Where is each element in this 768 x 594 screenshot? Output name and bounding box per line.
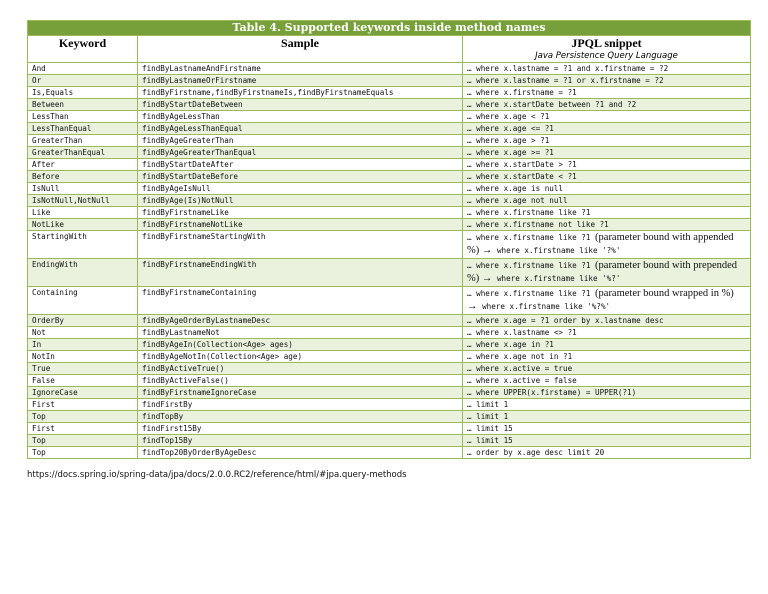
table-row bbox=[28, 387, 751, 399]
jpql-cell bbox=[463, 231, 751, 259]
header-jpql-title: JPQL snippet bbox=[571, 36, 642, 50]
keyword-cell: True bbox=[28, 363, 138, 375]
jpql-snippet: … where x.firstname like ?1 bbox=[467, 261, 591, 270]
jpql-cell bbox=[463, 435, 751, 447]
jpql-cell bbox=[463, 195, 751, 207]
table-row bbox=[28, 75, 751, 87]
jpql-cell bbox=[463, 219, 751, 231]
sample-cell: findByAgeIsNull bbox=[138, 183, 463, 195]
jpql-cell bbox=[463, 399, 751, 411]
sample-cell: findByAgeLessThanEqual bbox=[138, 123, 463, 135]
jpql-snippet: … where x.firstname like ?1 bbox=[467, 289, 591, 298]
sample-cell: findByAgeGreaterThan bbox=[138, 135, 463, 147]
keyword-cell: GreaterThanEqual bbox=[28, 147, 138, 159]
sample-cell: findByStartDateAfter bbox=[138, 159, 463, 171]
keyword-cell: After bbox=[28, 159, 138, 171]
jpql-snippet: … where x.startDate > ?1 bbox=[467, 160, 577, 169]
jpql-snippet: … where x.firstname like ?1 bbox=[467, 233, 591, 242]
jpql-snippet: … where x.age not in ?1 bbox=[467, 352, 573, 361]
sample-cell: findByStartDateBetween bbox=[138, 99, 463, 111]
jpql-binding-note: (parameter bound wrapped in %) → bbox=[467, 288, 734, 312]
table-row bbox=[28, 363, 751, 375]
jpql-snippet-expanded: where x.firstname like '%?%' bbox=[482, 302, 611, 311]
jpql-snippet: … where x.lastname = ?1 or x.firstname = ?2 bbox=[467, 76, 664, 85]
keyword-cell: NotIn bbox=[28, 351, 138, 363]
keyword-cell: EndingWith bbox=[28, 259, 138, 287]
sample-cell: findByActiveFalse() bbox=[138, 375, 463, 387]
jpql-snippet: … limit 15 bbox=[467, 436, 513, 445]
jpql-snippet: … where x.active = true bbox=[467, 364, 573, 373]
keyword-cell: StartingWith bbox=[28, 231, 138, 259]
jpql-snippet: … where x.age = ?1 order by x.lastname desc bbox=[467, 316, 664, 325]
jpql-cell bbox=[463, 147, 751, 159]
keyword-cell: NotLike bbox=[28, 219, 138, 231]
table-row bbox=[28, 159, 751, 171]
jpql-cell bbox=[463, 63, 751, 75]
sample-cell: findByFirstnameStartingWith bbox=[138, 231, 463, 259]
supported-keywords-table bbox=[27, 20, 751, 459]
jpql-cell bbox=[463, 207, 751, 219]
table-row bbox=[28, 435, 751, 447]
jpql-snippet: … where x.firstname = ?1 bbox=[467, 88, 577, 97]
sample-cell: findTop20ByOrderByAgeDesc bbox=[138, 447, 463, 459]
table-row bbox=[28, 147, 751, 159]
keywords-table-container bbox=[27, 20, 750, 459]
jpql-snippet: … where x.startDate < ?1 bbox=[467, 172, 577, 181]
keyword-cell: Or bbox=[28, 75, 138, 87]
jpql-snippet-expanded: where x.firstname like '?%' bbox=[496, 246, 621, 255]
table-row bbox=[28, 219, 751, 231]
jpql-snippet: … where x.firstname not like ?1 bbox=[467, 220, 609, 229]
keyword-cell: Containing bbox=[28, 287, 138, 315]
sample-cell: findByAgeNotIn(Collection<Age> age) bbox=[138, 351, 463, 363]
table-row bbox=[28, 339, 751, 351]
jpql-snippet: … where x.lastname = ?1 and x.firstname = ?2 bbox=[467, 64, 669, 73]
sample-cell: findByAgeGreaterThanEqual bbox=[138, 147, 463, 159]
jpql-snippet: … order by x.age desc limit 20 bbox=[467, 448, 605, 457]
jpql-snippet: … where x.startDate between ?1 and ?2 bbox=[467, 100, 637, 109]
jpql-cell bbox=[463, 99, 751, 111]
keyword-cell: GreaterThan bbox=[28, 135, 138, 147]
jpql-cell bbox=[463, 171, 751, 183]
jpql-cell bbox=[463, 363, 751, 375]
sample-cell: findByFirstnameContaining bbox=[138, 287, 463, 315]
header-jpql-subtitle: Java Persistence Query Language bbox=[535, 51, 678, 61]
table-row bbox=[28, 207, 751, 219]
keyword-cell: False bbox=[28, 375, 138, 387]
keyword-cell: Is,Equals bbox=[28, 87, 138, 99]
table-row bbox=[28, 195, 751, 207]
sample-cell: findByAgeOrderByLastnameDesc bbox=[138, 315, 463, 327]
table-row bbox=[28, 351, 751, 363]
jpql-snippet: … where x.age > ?1 bbox=[467, 136, 550, 145]
jpql-cell bbox=[463, 259, 751, 287]
jpql-cell bbox=[463, 327, 751, 339]
table-caption: Table 4. Supported keywords inside method names bbox=[28, 21, 751, 36]
jpql-snippet: … where x.age >= ?1 bbox=[467, 148, 554, 157]
sample-cell: findFirst15By bbox=[138, 423, 463, 435]
jpql-cell bbox=[463, 423, 751, 435]
table-row bbox=[28, 423, 751, 435]
jpql-cell bbox=[463, 315, 751, 327]
jpql-cell bbox=[463, 339, 751, 351]
jpql-cell bbox=[463, 183, 751, 195]
sample-cell: findByAgeIn(Collection<Age> ages) bbox=[138, 339, 463, 351]
keyword-cell: First bbox=[28, 423, 138, 435]
jpql-binding-note: (parameter bound with appended %) → bbox=[467, 232, 734, 256]
table-row bbox=[28, 231, 751, 259]
header-jpql bbox=[463, 36, 751, 63]
jpql-snippet: … where x.age < ?1 bbox=[467, 112, 550, 121]
sample-cell: findByActiveTrue() bbox=[138, 363, 463, 375]
header-sample: Sample bbox=[138, 36, 463, 63]
sample-cell: findByFirstnameNotLike bbox=[138, 219, 463, 231]
jpql-snippet: … limit 1 bbox=[467, 412, 509, 421]
sample-cell: findByFirstnameEndingWith bbox=[138, 259, 463, 287]
sample-cell: findFirstBy bbox=[138, 399, 463, 411]
keyword-cell: IsNotNull,NotNull bbox=[28, 195, 138, 207]
keyword-cell: Top bbox=[28, 435, 138, 447]
jpql-cell bbox=[463, 123, 751, 135]
jpql-cell bbox=[463, 135, 751, 147]
keyword-cell: OrderBy bbox=[28, 315, 138, 327]
table-row bbox=[28, 183, 751, 195]
jpql-snippet-expanded: where x.firstname like '%?' bbox=[496, 274, 621, 283]
keyword-cell: Top bbox=[28, 447, 138, 459]
jpql-snippet: … where x.age is null bbox=[467, 184, 564, 193]
table-row bbox=[28, 123, 751, 135]
table-row bbox=[28, 111, 751, 123]
jpql-snippet: … where x.age in ?1 bbox=[467, 340, 554, 349]
keyword-cell: IgnoreCase bbox=[28, 387, 138, 399]
keyword-cell: And bbox=[28, 63, 138, 75]
jpql-cell bbox=[463, 87, 751, 99]
sample-cell: findByAgeLessThan bbox=[138, 111, 463, 123]
table-row bbox=[28, 99, 751, 111]
keyword-cell: IsNull bbox=[28, 183, 138, 195]
sample-cell: findByLastnameAndFirstname bbox=[138, 63, 463, 75]
keyword-cell: LessThanEqual bbox=[28, 123, 138, 135]
jpql-cell bbox=[463, 111, 751, 123]
jpql-snippet: … limit 15 bbox=[467, 424, 513, 433]
jpql-snippet: … limit 1 bbox=[467, 400, 509, 409]
keyword-cell: Top bbox=[28, 411, 138, 423]
header-keyword: Keyword bbox=[28, 36, 138, 63]
keyword-cell: Like bbox=[28, 207, 138, 219]
table-row bbox=[28, 375, 751, 387]
sample-cell: findByFirstnameIgnoreCase bbox=[138, 387, 463, 399]
sample-cell: findTop15By bbox=[138, 435, 463, 447]
jpql-snippet: … where x.age not null bbox=[467, 196, 568, 205]
jpql-cell bbox=[463, 351, 751, 363]
keyword-cell: First bbox=[28, 399, 138, 411]
table-row bbox=[28, 287, 751, 315]
table-row bbox=[28, 171, 751, 183]
jpql-snippet: … where x.lastname <> ?1 bbox=[467, 328, 577, 337]
table-row bbox=[28, 259, 751, 287]
table-row bbox=[28, 327, 751, 339]
jpql-cell bbox=[463, 447, 751, 459]
table-row bbox=[28, 399, 751, 411]
jpql-cell bbox=[463, 287, 751, 315]
sample-cell: findByFirstnameLike bbox=[138, 207, 463, 219]
table-row bbox=[28, 315, 751, 327]
table-row bbox=[28, 87, 751, 99]
sample-cell: findByLastnameOrFirstname bbox=[138, 75, 463, 87]
sample-cell: findTopBy bbox=[138, 411, 463, 423]
jpql-binding-note: (parameter bound with prepended %) → bbox=[467, 260, 738, 284]
jpql-snippet: … where x.active = false bbox=[467, 376, 577, 385]
jpql-cell bbox=[463, 375, 751, 387]
source-url[interactable]: https://docs.spring.io/spring-data/jpa/docs/2.0.0.RC2/reference/html/#jpa.query-methods bbox=[27, 470, 407, 480]
jpql-snippet: … where x.firstname like ?1 bbox=[467, 208, 591, 217]
sample-cell: findByAge(Is)NotNull bbox=[138, 195, 463, 207]
jpql-cell bbox=[463, 411, 751, 423]
table-body bbox=[28, 63, 751, 459]
sample-cell: findByStartDateBefore bbox=[138, 171, 463, 183]
keyword-cell: LessThan bbox=[28, 111, 138, 123]
sample-cell: findByLastnameNot bbox=[138, 327, 463, 339]
table-row bbox=[28, 411, 751, 423]
sample-cell: findByFirstname,findByFirstnameIs,findByFirstnameEquals bbox=[138, 87, 463, 99]
jpql-snippet: … where x.age <= ?1 bbox=[467, 124, 554, 133]
jpql-cell bbox=[463, 75, 751, 87]
table-row bbox=[28, 135, 751, 147]
keyword-cell: Between bbox=[28, 99, 138, 111]
keyword-cell: Before bbox=[28, 171, 138, 183]
jpql-snippet: … where UPPER(x.firstame) = UPPER(?1) bbox=[467, 388, 637, 397]
jpql-cell bbox=[463, 387, 751, 399]
table-row bbox=[28, 63, 751, 75]
keyword-cell: Not bbox=[28, 327, 138, 339]
keyword-cell: In bbox=[28, 339, 138, 351]
table-row bbox=[28, 447, 751, 459]
jpql-cell bbox=[463, 159, 751, 171]
